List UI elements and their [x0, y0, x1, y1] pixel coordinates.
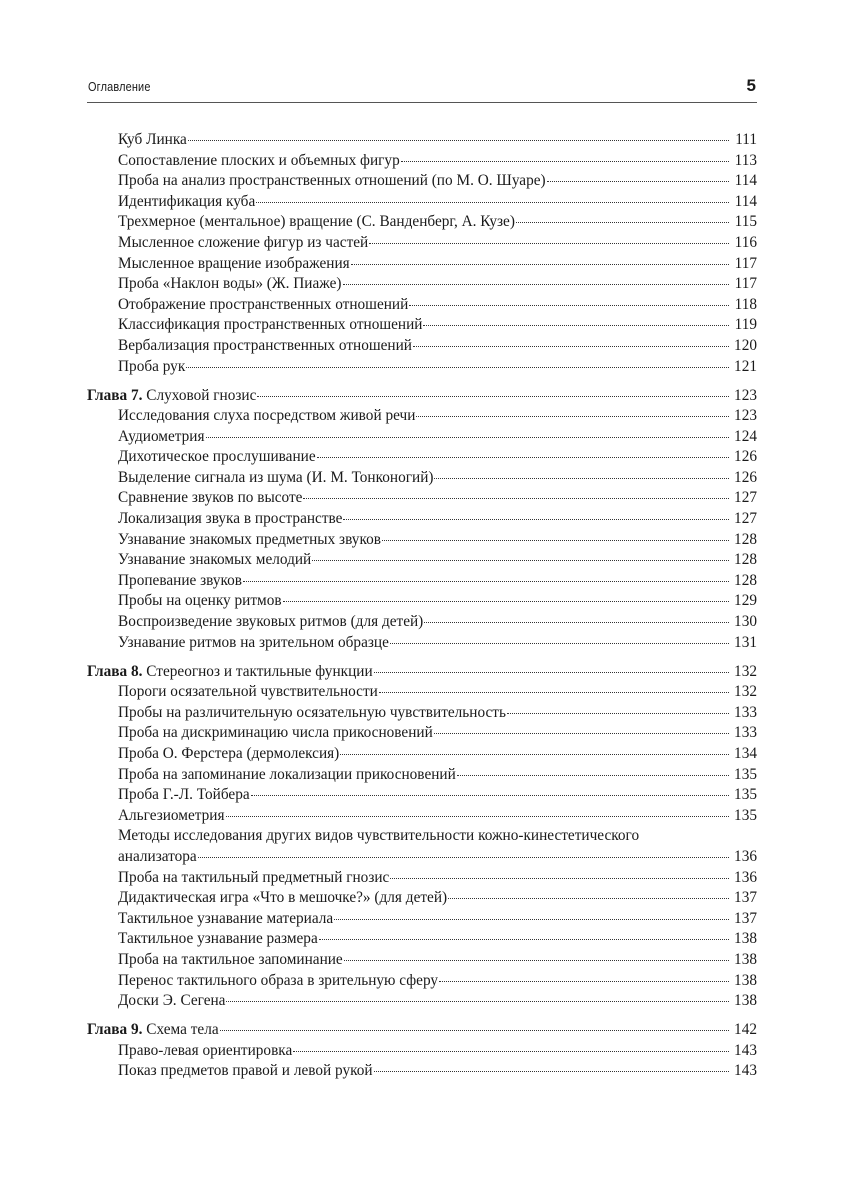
entry-page-number: 116 — [734, 233, 757, 251]
dot-leader — [220, 1029, 729, 1031]
toc-entry-text — [118, 447, 316, 468]
entry-title: Классификация пространственных отношений — [118, 316, 423, 334]
dot-leader — [448, 897, 729, 899]
entry-title: Узнавание знакомых предметных звуков — [118, 530, 381, 548]
entry-title: Дидактическая игра «Что в мешочке?» (для детей) — [118, 889, 448, 907]
toc-entry[interactable] — [87, 1061, 757, 1082]
entry-page-number: 118 — [734, 295, 757, 313]
entry-title: Пробы на оценку ритмов — [118, 592, 282, 610]
toc-entry-text — [118, 295, 408, 316]
entry-page-number: 114 — [734, 192, 757, 210]
dot-leader — [343, 283, 729, 285]
toc-entry-text — [118, 1061, 373, 1082]
toc-entry[interactable] — [87, 744, 757, 765]
dot-leader — [283, 600, 729, 602]
entry-page-number: 133 — [734, 724, 757, 742]
entry-page-number: 113 — [734, 151, 757, 169]
entry-page-number: 134 — [734, 745, 757, 762]
dot-leader — [390, 877, 729, 879]
entry-page-number: 128 — [734, 530, 757, 548]
entry-page-number: 137 — [734, 889, 757, 907]
entry-page-number: 121 — [734, 357, 757, 375]
entry-page-number: 115 — [734, 213, 757, 231]
toc-entry[interactable] — [87, 509, 757, 530]
entry-page-number: 132 — [734, 683, 757, 701]
dot-leader — [206, 436, 729, 438]
entry-page-number: 126 — [734, 448, 757, 466]
entry-title: Проба на тактильный предметный гнозис — [118, 868, 390, 886]
toc-entry-text — [118, 550, 311, 571]
entry-title: Узнавание знакомых мелодий — [118, 551, 312, 569]
toc-entry[interactable] — [87, 295, 757, 316]
toc-entry-text — [118, 192, 255, 213]
dot-leader — [382, 539, 729, 541]
toc-entry-text — [118, 171, 546, 192]
toc-entry[interactable] — [87, 929, 757, 950]
toc-entry[interactable] — [87, 488, 757, 509]
toc-entry-text — [118, 212, 515, 233]
entry-page-number: 142 — [734, 1021, 757, 1039]
entry-title: Проба «Наклон воды» (Ж. Пиаже) — [118, 275, 342, 293]
toc-entry[interactable] — [87, 212, 757, 233]
entry-title: Сравнение звуков по высоте — [118, 489, 303, 507]
chapter-label: Глава 9. — [87, 1021, 143, 1039]
toc-entry[interactable] — [87, 612, 757, 633]
entry-page-number: 123 — [734, 386, 757, 404]
dot-leader — [317, 456, 729, 458]
entry-title: анализатора — [118, 847, 197, 865]
toc-entry[interactable] — [87, 315, 757, 336]
toc-entry-text — [118, 991, 225, 1012]
entry-page-number: 124 — [734, 427, 757, 445]
header-title: Оглавление — [88, 79, 151, 94]
toc-entry-text — [118, 633, 389, 654]
chapter-label: Глава 8. — [87, 662, 143, 680]
entry-page-number: 117 — [734, 254, 757, 272]
toc-entry-text — [118, 315, 422, 336]
entry-title: Проба О. Ферстера (дермолексия) — [118, 745, 340, 762]
dot-leader — [390, 642, 729, 644]
dot-leader — [226, 1000, 729, 1002]
entry-title: Мысленное сложение фигур из частей — [118, 233, 369, 251]
dot-leader — [256, 201, 729, 203]
dot-leader — [379, 691, 729, 693]
toc-entry[interactable] — [87, 274, 757, 295]
toc-entry[interactable] — [87, 950, 757, 971]
entry-title: Альгезиометрия — [118, 806, 225, 824]
entry-page-number: 128 — [734, 571, 757, 589]
entry-title: Вербализация пространственных отношений — [118, 336, 412, 354]
entry-page-number: 114 — [734, 172, 757, 190]
toc-entry-text — [118, 406, 415, 427]
toc-entry-text — [118, 868, 389, 889]
toc-entry[interactable] — [87, 530, 757, 551]
toc-entry[interactable] — [87, 888, 757, 909]
toc-entry-text — [118, 254, 350, 275]
toc-entry-text — [118, 950, 343, 971]
dot-leader — [293, 1050, 729, 1052]
entry-title: Пропевание звуков — [118, 571, 243, 589]
entry-page-number: 138 — [734, 992, 757, 1010]
toc-entry[interactable] — [87, 765, 757, 786]
toc-entry[interactable] — [87, 971, 757, 992]
toc-entry-text — [118, 571, 242, 592]
entry-title: Право-левая ориентировка — [118, 1041, 293, 1059]
toc-entry[interactable] — [87, 571, 757, 592]
entry-page-number: 111 — [735, 131, 757, 148]
toc-entry-text — [118, 765, 456, 786]
entry-title: Пробы на различительную осязательную чувствительность — [118, 703, 506, 721]
entry-title: Исследования слуха посредством живой речи — [118, 407, 416, 425]
toc-entry[interactable] — [87, 723, 757, 744]
toc-entry[interactable] — [87, 336, 757, 357]
dot-leader — [424, 621, 729, 623]
entry-page-number: 117 — [734, 275, 757, 293]
toc-entry-text — [118, 274, 342, 295]
entry-title: Куб Линка — [118, 131, 187, 148]
toc-entry[interactable] — [87, 130, 757, 151]
toc-chapter-chapter7-text — [87, 386, 256, 407]
entry-title: Перенос тактильного образа в зрительную сферу — [118, 971, 439, 989]
toc-chapter-chapter8-text — [87, 662, 373, 683]
dot-leader — [344, 959, 729, 961]
entry-page-number: 120 — [734, 336, 757, 354]
running-header — [87, 76, 757, 103]
dot-leader — [401, 160, 729, 162]
toc-entry-text — [118, 888, 447, 909]
toc-entry-text — [118, 744, 339, 765]
entry-page-number: 136 — [734, 847, 757, 865]
toc-chapter-chapter9-text — [87, 1020, 219, 1041]
entry-page-number: 130 — [734, 613, 757, 631]
toc-entry[interactable] — [87, 1041, 757, 1062]
entry-title: Трехмерное (ментальное) вращение (С. Ванденберг, А. Кузе) — [118, 213, 515, 231]
toc-entry[interactable] — [87, 151, 757, 172]
toc-entry-wrapped-cont[interactable] — [87, 847, 757, 868]
entry-title: Показ предметов правой и левой рукой — [118, 1062, 373, 1080]
toc-entry[interactable] — [87, 192, 757, 213]
toc-chapter-chapter7[interactable] — [87, 386, 757, 407]
entry-title-line1: Методы исследования других видов чувствительности кожно-кинестетического — [118, 827, 640, 845]
toc-entry[interactable] — [87, 633, 757, 654]
entry-title: Аудиометрия — [118, 427, 205, 445]
toc-entry[interactable] — [87, 682, 757, 703]
toc-entry-text — [118, 929, 318, 950]
dot-leader — [198, 856, 729, 858]
entry-page-number: 135 — [734, 786, 757, 804]
dot-leader — [374, 671, 729, 673]
toc-entry-text — [118, 806, 225, 827]
toc-entry-text — [118, 357, 185, 378]
dot-leader — [186, 366, 729, 368]
dot-leader — [340, 753, 729, 755]
dot-leader — [516, 221, 729, 223]
dot-leader — [374, 1070, 729, 1072]
toc-entry-text — [118, 591, 282, 612]
toc-entry[interactable] — [87, 427, 757, 448]
dot-leader — [343, 518, 729, 520]
toc-entry-text — [118, 785, 250, 806]
entry-title: Стереогноз и тактильные функции — [146, 662, 373, 680]
toc-entry[interactable] — [87, 550, 757, 571]
entry-page-number: 137 — [734, 909, 757, 927]
toc-entry-text — [118, 488, 302, 509]
entry-page-number: 135 — [734, 765, 757, 783]
toc-entry-wrapped-cont-text — [118, 847, 197, 868]
dot-leader — [319, 938, 729, 940]
entry-page-number: 132 — [734, 662, 757, 680]
entry-title: Проба Г.-Л. Тойбера — [118, 786, 250, 804]
toc-entry[interactable] — [87, 868, 757, 889]
page-number: 5 — [746, 76, 756, 95]
toc-entry-text — [118, 1041, 292, 1062]
entry-title: Отображение пространственных отношений — [118, 295, 409, 313]
entry-title: Дихотическое прослушивание — [118, 448, 316, 466]
dot-leader — [243, 580, 729, 582]
dot-leader — [547, 180, 729, 182]
dot-leader — [303, 497, 729, 499]
dot-leader — [413, 345, 729, 347]
toc-entry-text — [118, 682, 378, 703]
toc-entry-text — [118, 336, 412, 357]
dot-leader — [188, 139, 729, 141]
toc-entry[interactable] — [87, 233, 757, 254]
entry-title: Проба на запоминание локализации прикосновений — [118, 765, 456, 783]
dot-leader — [351, 263, 729, 265]
entry-title: Сопоставление плоских и объемных фигур — [118, 151, 400, 169]
toc-entry-text — [118, 151, 400, 172]
dot-leader — [312, 559, 729, 561]
dot-leader — [369, 242, 729, 244]
entry-page-number: 127 — [734, 510, 757, 528]
toc-entry[interactable] — [87, 785, 757, 806]
dot-leader — [439, 980, 729, 982]
entry-title: Проба на анализ пространственных отношений (по М. О. Шуаре) — [118, 172, 546, 190]
entry-page-number: 119 — [734, 316, 757, 334]
chapter-label: Глава 7. — [87, 386, 143, 404]
dot-leader — [457, 774, 729, 776]
dot-leader — [434, 732, 729, 734]
entry-page-number: 138 — [734, 971, 757, 989]
entry-title: Тактильное узнавание размера — [118, 930, 318, 948]
entry-title: Воспроизведение звуковых ритмов (для детей) — [118, 613, 424, 631]
toc-entry-text — [118, 233, 368, 254]
dot-leader — [409, 304, 729, 306]
entry-title: Проба на дискриминацию числа прикосновений — [118, 724, 433, 742]
entry-page-number: 131 — [734, 633, 757, 651]
toc-entry-text — [118, 909, 333, 930]
entry-title: Узнавание ритмов на зрительном образце — [118, 633, 389, 651]
toc-entry-text — [118, 427, 205, 448]
toc-entry[interactable] — [87, 357, 757, 378]
entry-title: Пороги осязательной чувствительности — [118, 683, 378, 701]
toc-entry[interactable] — [87, 171, 757, 192]
toc-entry[interactable] — [87, 406, 757, 427]
toc-entry-text — [118, 703, 506, 724]
entry-page-number: 128 — [734, 551, 757, 569]
toc-entry[interactable] — [87, 703, 757, 724]
entry-title: Проба рук — [118, 357, 186, 375]
toc-entry[interactable] — [87, 806, 757, 827]
toc-entry[interactable] — [87, 468, 757, 489]
entry-title: Выделение сигнала из шума (И. М. Тонконогий) — [118, 468, 434, 486]
entry-page-number: 143 — [734, 1062, 757, 1080]
entry-title: Локализация звука в пространстве — [118, 510, 343, 528]
toc-entry-text — [118, 530, 381, 551]
entry-title: Мысленное вращение изображения — [118, 254, 350, 272]
dot-leader — [423, 324, 729, 326]
toc-chapter-chapter9[interactable] — [87, 1020, 757, 1041]
entry-title: Схема тела — [146, 1021, 219, 1039]
dot-leader — [416, 415, 729, 417]
toc-entry-text — [118, 130, 187, 151]
entry-page-number: 123 — [734, 407, 757, 425]
entry-title: Доски Э. Сегена — [118, 992, 226, 1010]
toc-entry[interactable] — [87, 991, 757, 1012]
toc-entry-text — [118, 723, 433, 744]
entry-page-number: 129 — [734, 592, 757, 610]
entry-page-number: 126 — [734, 468, 757, 486]
entry-page-number: 138 — [734, 950, 757, 968]
entry-page-number: 133 — [734, 703, 757, 721]
dot-leader — [507, 712, 729, 714]
toc-entry[interactable] — [87, 254, 757, 275]
toc-entry-text — [118, 971, 438, 992]
entry-page-number: 135 — [734, 806, 757, 824]
toc-entry-text — [118, 468, 433, 489]
toc-entry[interactable] — [87, 591, 757, 612]
toc-entry[interactable] — [87, 447, 757, 468]
entry-page-number: 136 — [734, 868, 757, 886]
entry-title: Тактильное узнавание материала — [118, 909, 334, 927]
entry-page-number: 127 — [734, 489, 757, 507]
toc-entry-text — [118, 612, 423, 633]
toc-entry-text — [118, 509, 342, 530]
dot-leader — [257, 395, 729, 397]
entry-title: Идентификация куба — [118, 192, 256, 210]
toc-chapter-chapter8[interactable] — [87, 662, 757, 683]
entry-page-number: 143 — [734, 1041, 757, 1059]
entry-page-number: 138 — [734, 930, 757, 948]
dot-leader — [251, 794, 729, 796]
entry-title: Проба на тактильное запоминание — [118, 950, 343, 968]
toc-entry-wrapped[interactable] — [87, 826, 757, 847]
dot-leader — [434, 477, 729, 479]
entry-title: Слуховой гнозис — [146, 386, 257, 404]
toc-entry[interactable] — [87, 909, 757, 930]
dot-leader — [334, 918, 729, 920]
table-of-contents — [87, 130, 757, 1082]
dot-leader — [226, 815, 729, 817]
